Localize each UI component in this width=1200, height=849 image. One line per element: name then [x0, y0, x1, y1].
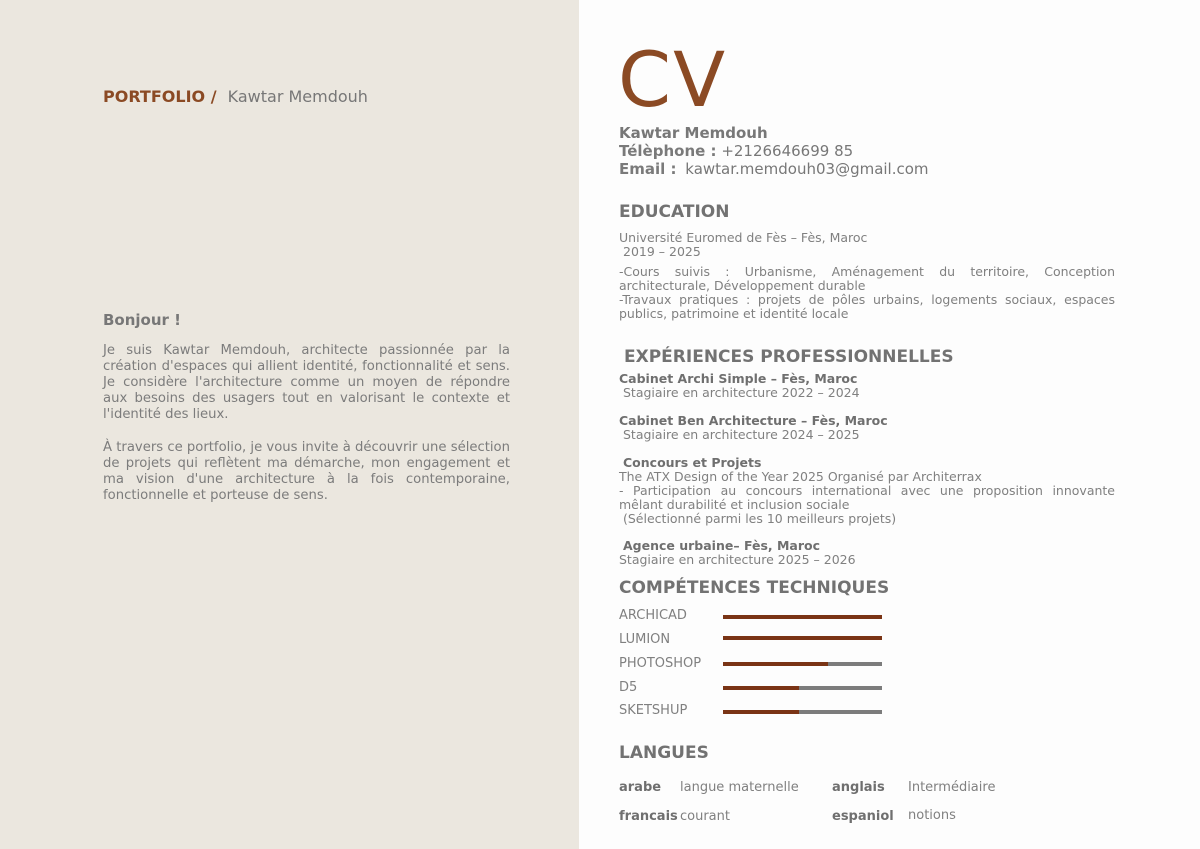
experience-detail: (Sélectionné parmi les 10 meilleurs projets): [623, 511, 897, 526]
phone-value: +2126646699 85: [721, 142, 854, 160]
experience-title: Cabinet Archi Simple – Fès, Maroc: [619, 371, 858, 386]
experience-heading: EXPÉRIENCES PROFESSIONNELLES: [624, 347, 954, 367]
skill-bar-fill: [723, 710, 799, 714]
experience-title: Agence urbaine– Fès, Maroc: [623, 538, 821, 553]
skill-label: LUMION: [619, 632, 671, 647]
language-name: anglais: [832, 780, 885, 795]
education-courses: -Cours suivis : Urbanisme, Aménagement du territoire, Conception architecturale, Développement durable: [619, 264, 1115, 293]
skill-bar-fill: [723, 615, 882, 619]
portfolio-header: [103, 87, 368, 106]
skill-bar-fill: [723, 636, 882, 640]
skill-bar-fill: [723, 686, 799, 690]
language-level: langue maternelle: [680, 780, 799, 795]
email-label: Email :: [619, 160, 677, 178]
experience-title: Cabinet Ben Architecture – Fès, Maroc: [619, 413, 888, 428]
phone-label: Télèphone :: [619, 142, 717, 160]
languages-heading: LANGUES: [619, 743, 709, 763]
contact-email: [619, 160, 929, 178]
skill-bar: [723, 662, 882, 666]
skill-bar: [723, 686, 882, 690]
experience-detail: The ATX Design of the Year 2025 Organisé par Architerrax: [619, 469, 982, 484]
contact-name: Kawtar Memdouh: [619, 124, 768, 142]
skill-bar: [723, 636, 882, 640]
education-years: 2019 – 2025: [623, 244, 701, 259]
education-works: -Travaux pratiques : projets de pôles urbains, logements sociaux, espaces publics, patrimoine et identité locale: [619, 292, 1115, 321]
skill-bar: [723, 615, 882, 619]
portfolio-name: Kawtar Memdouh: [227, 87, 368, 106]
language-name: francais: [619, 809, 678, 824]
experience-detail: Stagiaire en architecture 2022 – 2024: [623, 385, 860, 400]
portfolio-paragraph: À travers ce portfolio, je vous invite à découvrir une sélection de projets qui reflètent ma démarche, mon engagement et ma vision d'une architecture à la fois contemporaine, fonctionnelle et porteuse de sens.: [103, 440, 510, 503]
skill-bar-fill: [723, 662, 828, 666]
experience-title: Concours et Projets: [623, 455, 762, 470]
left-panel: [0, 0, 579, 849]
cv-title: CV: [618, 35, 728, 124]
skills-heading: COMPÉTENCES TECHNIQUES: [619, 578, 890, 598]
greeting: Bonjour !: [103, 311, 182, 329]
skill-label: PHOTOSHOP: [619, 656, 702, 671]
experience-detail: Stagiaire en architecture 2024 – 2025: [623, 427, 860, 442]
skill-label: SKETSHUP: [619, 703, 688, 718]
skill-label: D5: [619, 680, 638, 695]
contact-phone: [619, 142, 853, 160]
experience-detail: Stagiaire en architecture 2025 – 2026: [619, 552, 856, 567]
language-level: courant: [680, 809, 730, 824]
portfolio-label: PORTFOLIO /: [103, 87, 217, 106]
intro-paragraph: Je suis Kawtar Memdouh, architecte passionnée par la création d'espaces qui allient identité, fonctionnalité et sens. Je considère l'architecture comme un moyen de répondre aux besoins des usagers tout en valorisant le contexte et l'identité des lieux.: [103, 343, 510, 422]
education-school: Université Euromed de Fès – Fès, Maroc: [619, 230, 868, 245]
education-heading: EDUCATION: [619, 202, 730, 222]
skill-bar: [723, 710, 882, 714]
language-name: arabe: [619, 780, 662, 795]
skill-label: ARCHICAD: [619, 608, 687, 623]
language-level: notions: [908, 808, 956, 823]
language-level: Intermédiaire: [908, 780, 996, 795]
language-name: espaniol: [832, 809, 894, 824]
email-value: kawtar.memdouh03@gmail.com: [685, 160, 929, 178]
experience-detail: - Participation au concours international avec une proposition innovante mêlant durabilité et inclusion sociale: [619, 483, 1115, 512]
